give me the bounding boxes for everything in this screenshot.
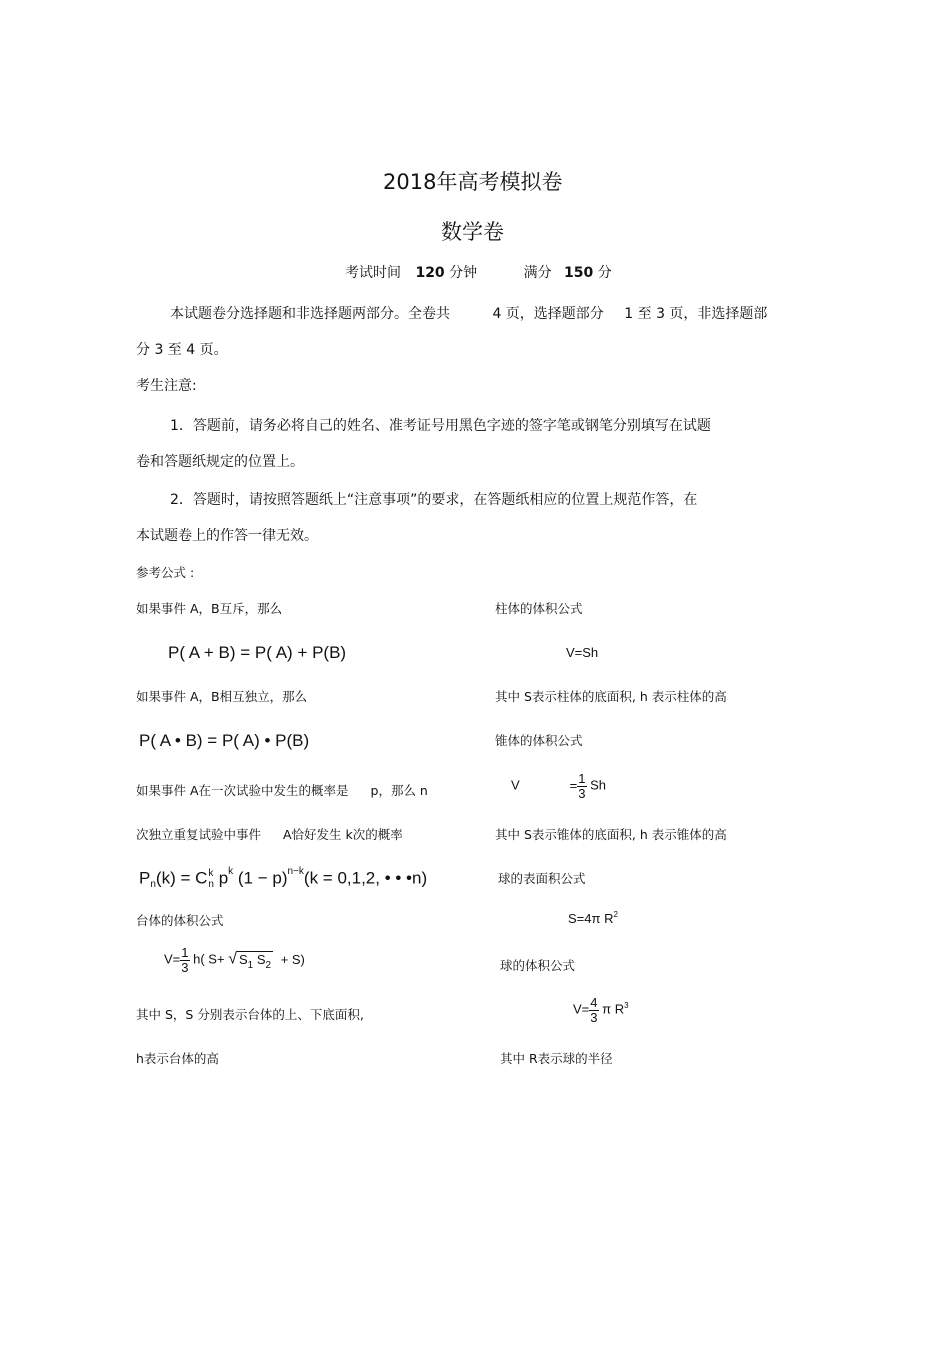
notice-2-line-2: 本试题卷上的作答一律无效。 [136,528,318,544]
binomial-sup-k: k [208,868,214,879]
sphere-area-text: S=4π R [568,911,614,926]
formula-prism: V=Sh [566,645,599,660]
sphere-volume-num: 4 [590,995,598,1010]
sphere-volume-v: V= [573,1001,590,1017]
score-unit: 分 [597,265,612,281]
subject-title: 数学卷 [441,220,504,244]
sphere-volume-den: 3 [590,1009,598,1025]
formulas-heading: 参考公式 : [136,565,195,580]
left-l3 [136,781,428,799]
exam-title: 2018年高考模拟卷 [383,170,563,194]
frustum-v: V= [164,951,181,967]
time-unit: 分钟 [449,265,478,281]
time-label: 考试时间 [345,265,401,281]
time-value: 120 [415,265,445,281]
frustum-fraction [180,946,189,974]
binomial-end: (k = 0,1,2, • • •n) [303,868,428,888]
right-r2: 其中 S表示柱体的底面积, h 表示柱体的高 [495,689,727,704]
formula-sphere-volume [573,996,629,1024]
left-l3b: p，那么 n [370,783,428,798]
right-r7: 其中 R表示球的半径 [500,1051,613,1066]
left-l4 [136,825,403,843]
intro-text: 本试题卷分选择题和非选择题两部分。全卷共 [170,306,450,322]
formula-sphere-area [568,911,618,926]
left-l7: h表示台体的高 [136,1051,219,1066]
score-label: 满分 [523,265,552,281]
cone-den: 3 [578,785,586,801]
frustum-sub2: 2 [265,959,272,971]
formula-cone [511,772,606,800]
intro-line-1 [170,303,767,323]
cone-eq: = [569,777,578,793]
formula-binomial [139,868,427,890]
binomial-c-indices [208,868,214,890]
sphere-volume-sup: 3 [624,1000,629,1010]
binomial-paren: (1 − p) [237,868,288,888]
binomial-sub-n: n [150,879,156,891]
sqrt-icon: √ [228,950,237,968]
frustum-num: 1 [181,945,189,960]
right-r3: 锥体的体积公式 [495,733,583,748]
frustum-den: 3 [181,959,189,975]
frustum-s2: S [256,951,266,967]
notice-heading: 考生注意: [136,378,197,394]
formula-independent: P( A • B) = P( A) • P(B) [139,731,310,750]
sphere-area-sup: 2 [613,910,618,919]
frustum-rest1: h( S+ [193,951,225,967]
cone-v: V [511,777,520,793]
notice-2-line-1: 2．答题时，请按照答题纸上“注意事项”的要求，在答题纸相应的位置上规范作答，在 [170,492,698,508]
sphere-volume-fraction [589,996,598,1024]
score-value: 150 [564,265,594,281]
left-l4b: A恰好发生 k次的概率 [283,827,403,842]
left-l4a: 次独立重复试验中事件 [136,827,262,842]
binomial-p: P [139,868,151,888]
cone-sh: Sh [590,777,607,793]
left-l1: 如果事件 A，B互斥，那么 [136,601,283,616]
cone-num: 1 [578,771,586,786]
intro-range: 1 至 3 页，非选择题部 [624,306,768,322]
binomial-sub-n2: n [208,879,214,890]
exam-meta [345,262,612,282]
left-l5: 台体的体积公式 [136,913,224,928]
sphere-volume-rest: π R [602,1001,625,1017]
frustum-s1: S [238,951,248,967]
notice-1-line-2: 卷和答题纸规定的位置上。 [136,454,304,470]
right-r4: 其中 S表示锥体的底面积, h 表示锥体的高 [495,827,727,842]
frustum-sub1: 1 [247,959,254,971]
left-l3a: 如果事件 A在一次试验中发生的概率是 [136,783,349,798]
binomial-sup-k2: k [228,866,234,878]
binomial-p2: p [218,868,229,888]
binomial-mid: (k) = C [155,868,208,888]
intro-pages: 4 页，选择题部分 [492,306,604,322]
cone-fraction [577,772,586,800]
left-l6: 其中 S，S 分别表示台体的上、下底面积, [136,1007,364,1022]
left-l2: 如果事件 A，B相互独立，那么 [136,689,308,704]
formula-frustum [164,946,305,974]
frustum-sqrt-body [237,951,273,971]
right-r5: 球的表面积公式 [498,871,586,886]
binomial-sup-nk: n−k [287,866,304,878]
frustum-rest2: + S) [280,951,305,967]
right-r1: 柱体的体积公式 [495,601,583,616]
notice-1-line-1: 1．答题前，请务必将自己的姓名、准考证号用黑色字迹的签字笔或钢笔分别填写在试题 [170,418,711,434]
intro-line-2: 分 3 至 4 页。 [136,342,228,358]
right-r6: 球的体积公式 [500,958,576,973]
formula-union: P( A + B) = P( A) + P(B) [168,643,347,662]
